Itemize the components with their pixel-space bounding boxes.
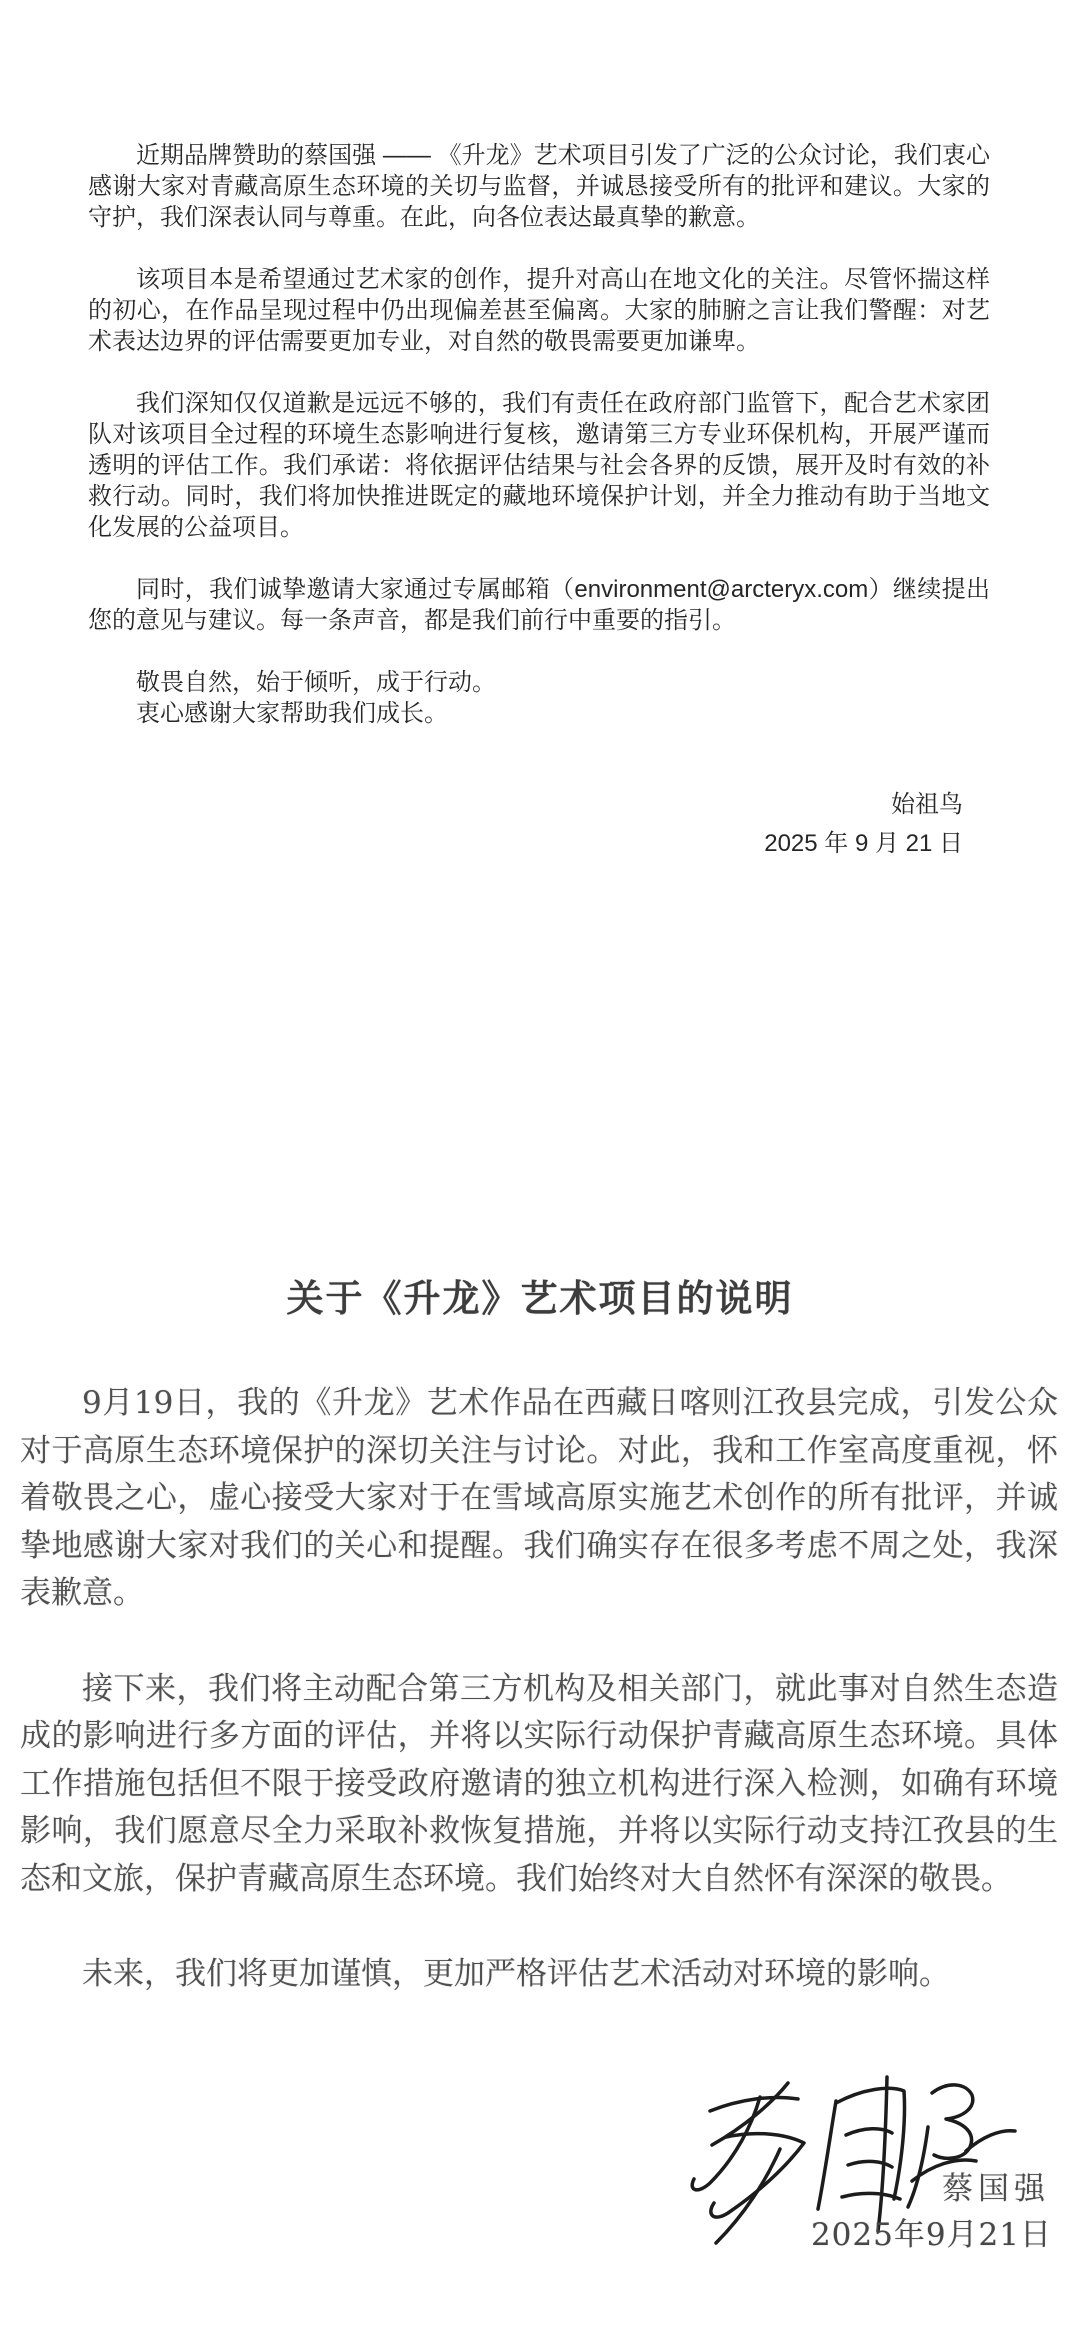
brand-statement bbox=[88, 140, 990, 863]
artist-signature-block bbox=[640, 2045, 1052, 2285]
brand-date: 2025 年 9 月 21 日 bbox=[764, 830, 963, 857]
artist-date: 2025年9月21日 bbox=[810, 2217, 1052, 2253]
brand-paragraph-3: 我们深知仅仅道歉是远远不够的，我们有责任在政府部门监管下，配合艺术家团队对该项目全过程的环境生态影响进行复核，邀请第三方专业环保机构，开展严谨而透明的评估工作。我们承诺：将依据评估结果与社会各界的反馈，展开及时有效的补救行动。同时，我们将加快推进既定的藏地环境保护计划，并全力推动有助于当地文化发展的公益项目。 bbox=[88, 390, 990, 541]
brand-paragraph-1: 近期品牌赞助的蔡国强 —— 《升龙》艺术项目引发了广泛的公众讨论，我们衷心感谢大家对青藏高原生态环境的关切与监督，并诚恳接受所有的批评和建议。大家的守护，我们深表认同与尊重。在此，向各位表达最真挚的歉意。 bbox=[88, 142, 990, 231]
artist-signer-name: 蔡国强 bbox=[942, 2171, 1050, 2207]
brand-paragraph-4: 同时，我们诚挚邀请大家通过专属邮箱（environment@arcteryx.com）继续提出您的意见与建议。每一条声音，都是我们前行中重要的指引。 bbox=[88, 576, 990, 634]
artist-statement-title: 关于《升龙》艺术项目的说明 bbox=[286, 1276, 794, 1320]
artist-paragraph-2: 接下来，我们将主动配合第三方机构及相关部门，就此事对自然生态造成的影响进行多方面的评估，并将以实际行动保护青藏高原生态环境。具体工作措施包括但不限于接受政府邀请的独立机构进行深入检测，如确有环境影响，我们愿意尽全力采取补救恢复措施，并将以实际行动支持江孜县的生态和文旅，保护青藏高原生态环境。我们始终对大自然怀有深深的敬畏。 bbox=[20, 1670, 1058, 1897]
artist-statement-body bbox=[0, 1380, 1080, 1999]
artist-paragraph-1: 9月19日，我的《升龙》艺术作品在西藏日喀则江孜县完成，引发公众对于高原生态环境保护的深切关注与讨论。对此，我和工作室高度重视，怀着敬畏之心，虚心接受大家对于在雪域高原实施艺术创作的所有批评，并诚挚地感谢大家对我们的关心和提醒。我们确实存在很多考虑不周之处，我深表歉意。 bbox=[20, 1385, 1058, 1611]
brand-closing-line-2: 衷心感谢大家帮助我们成长。 bbox=[136, 700, 448, 727]
brand-closing-line-1: 敬畏自然，始于倾听，成于行动。 bbox=[136, 669, 496, 696]
brand-signature-block bbox=[88, 785, 990, 863]
brand-signer-name: 始祖鸟 bbox=[891, 791, 963, 818]
brand-closing-lines bbox=[88, 667, 990, 729]
artist-statement bbox=[0, 1268, 1080, 2047]
brand-paragraph-2: 该项目本是希望通过艺术家的创作，提升对高山在地文化的关注。尽管怀揣这样的初心，在作品呈现过程中仍出现偏差甚至偏离。大家的肺腑之言让我们警醒：对艺术表达边界的评估需要更加专业，对自然的敬畏需要更加谦卑。 bbox=[88, 266, 990, 355]
artist-paragraph-3: 未来，我们将更加谨慎，更加严格评估艺术活动对环境的影响。 bbox=[82, 1956, 950, 1992]
